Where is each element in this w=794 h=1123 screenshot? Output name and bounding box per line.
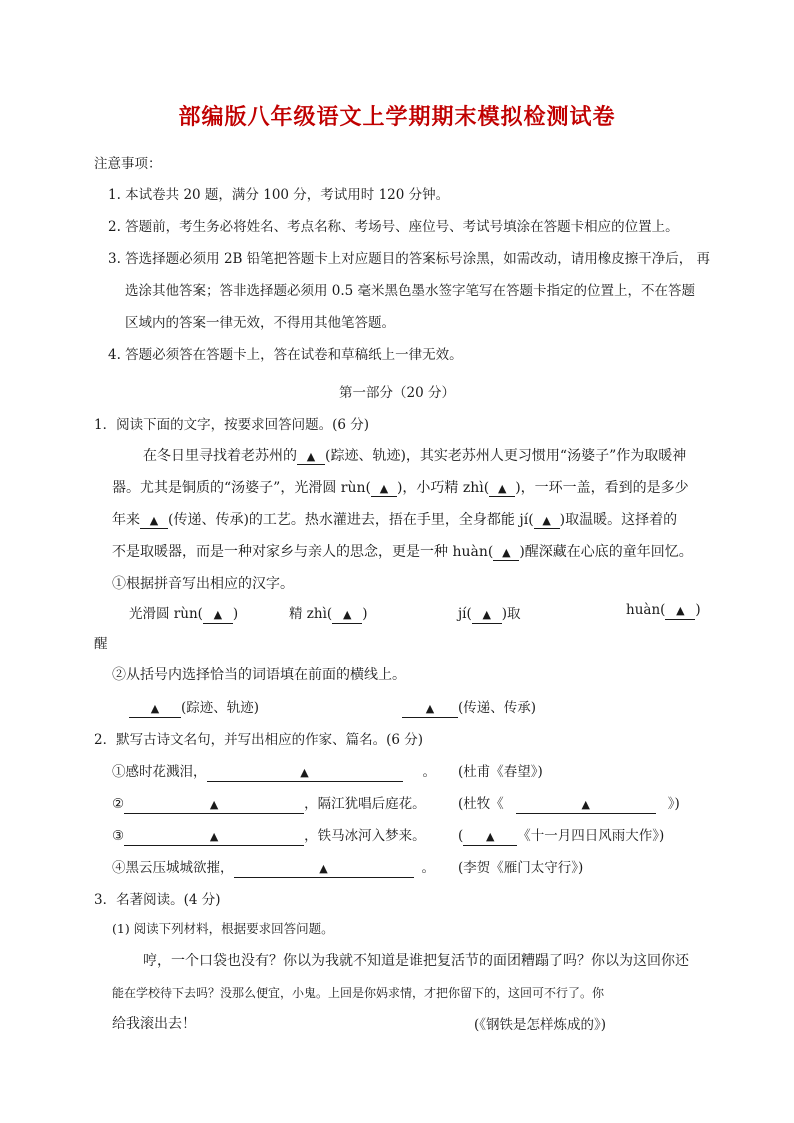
q1-answer-blank-3[interactable]: ▲ bbox=[472, 607, 502, 624]
q1-blank-4[interactable]: ▲ bbox=[140, 512, 168, 529]
q2-line-2: ② ▲ ，隔江犹唱后庭花。 bbox=[112, 796, 426, 812]
page-title: 部编版八年级语文上学期期末模拟检测试卷 bbox=[178, 104, 616, 130]
q1-passage-line-4: 不是取暖器，而是一种对家乡与亲人的思念，更是一种 huàn( ▲ )醒深藏在心底的童年回忆。 bbox=[112, 544, 693, 560]
q2-source-blank-2[interactable]: ▲ bbox=[516, 797, 656, 814]
q2-line-4: ④黑云压城城欲摧， ▲ 。 bbox=[112, 860, 435, 876]
q1-passage-line-3: 年来 ▲ (传递、传承)的工艺。热水灌进去，捂在手里，全身都能 jí( ▲ )取温暖。这择着的 bbox=[112, 512, 678, 528]
q1-blank-5[interactable]: ▲ bbox=[534, 512, 560, 529]
q2-blank-3[interactable]: ▲ bbox=[124, 829, 304, 846]
part-heading: 第一部分（20 分） bbox=[339, 385, 455, 401]
q3-material-line-2: 能在学校待下去吗？没那么便宜，小鬼。上回是你妈求情，才把你留下的，这回可不行了。你 bbox=[112, 986, 605, 1000]
q1-answer-blank-1[interactable]: ▲ bbox=[203, 607, 233, 624]
q1-choice-answer-2: ▲ (传递、传承) bbox=[402, 696, 536, 718]
q2-line-1: ①感时花溅泪， ▲ 。 bbox=[112, 764, 436, 780]
q1-blank-2[interactable]: ▲ bbox=[371, 480, 397, 497]
notice-item-2: 2. 答题前，考生务必将姓名、考点名称、考场号、座位号、考试号填涂在答题卡相应的位置上。 bbox=[108, 219, 679, 235]
q3-heading: 3．名著阅读。(4 分) bbox=[94, 892, 221, 908]
q1-choice-blank-1[interactable]: ▲ bbox=[129, 701, 181, 718]
q3-material-line-1: 哼，一个口袋也没有？你以为我就不知道是谁把复活节的面团糟蹋了吗？你以为这回你还 bbox=[143, 953, 689, 969]
notice-item-1: 1. 本试卷共 20 题，满分 100 分，考试用时 120 分钟。 bbox=[108, 187, 450, 203]
notice-item-3: 3. 答选择题必须用 2B 铅笔把答题卡上对应题目的答案标号涂黑，如需改动，请用橡皮擦干净后， 再 bbox=[108, 251, 711, 267]
q1-blank-1[interactable]: ▲ bbox=[297, 448, 325, 465]
q1-pinyin-answer-4-tail: 醒 bbox=[94, 636, 108, 652]
q1-sub-1: ①根据拼音写出相应的汉字。 bbox=[112, 576, 294, 592]
q2-source-blank-3[interactable]: ▲ bbox=[463, 829, 517, 846]
q1-pinyin-answer-1: 光滑圆 rùn( ▲ ) bbox=[129, 606, 239, 622]
q1-pinyin-answer-3: jí( ▲ )取 bbox=[458, 606, 521, 622]
q2-blank-1[interactable]: ▲ bbox=[207, 765, 403, 782]
q1-heading: 1．阅读下面的文字，按要求回答问题。(6 分) bbox=[94, 417, 370, 433]
q1-pinyin-answer-2: 精 zhì( ▲ ) bbox=[289, 606, 368, 622]
q2-source-2: (杜牧《 ▲ 》) bbox=[458, 796, 680, 812]
q1-sub-2: ②从括号内选择恰当的词语填在前面的横线上。 bbox=[112, 667, 406, 683]
q1-choice-blank-2[interactable]: ▲ bbox=[402, 701, 458, 718]
q3-material-line-3: 给我滚出去！ bbox=[112, 1016, 196, 1032]
q3-material-source: (《钢铁是怎样炼成的》) bbox=[474, 1017, 607, 1033]
q1-passage-line-2: 器。尤其是铜质的“汤婆子”，光滑圆 rùn( ▲ )，小巧精 zhì( ▲ )，一环一盖，看到的是多少 bbox=[112, 480, 689, 496]
q1-pinyin-answer-4: huàn( ▲ ) bbox=[626, 602, 701, 618]
q3-sub-1: (1) 阅读下列材料，根据要求回答问题。 bbox=[112, 921, 334, 936]
q1-answer-blank-2[interactable]: ▲ bbox=[332, 607, 362, 624]
q2-source-1: (杜甫《春望》) bbox=[458, 764, 543, 780]
q2-source-3: ( ▲ 《十一月四日风雨大作》) bbox=[458, 828, 665, 844]
q2-source-4: (李贺《雁门太守行》) bbox=[458, 860, 584, 876]
notice-heading: 注意事项： bbox=[94, 156, 162, 172]
q2-heading: 2．默写古诗文名句，并写出相应的作家、篇名。(6 分) bbox=[94, 732, 424, 748]
q1-blank-6[interactable]: ▲ bbox=[493, 544, 519, 561]
q2-blank-2[interactable]: ▲ bbox=[124, 797, 304, 814]
q1-answer-blank-4[interactable]: ▲ bbox=[665, 603, 695, 620]
q1-choice-answer-1: ▲ (踪迹、轨迹) bbox=[129, 696, 259, 718]
notice-item-3-cont-2: 区域内的答案一律无效，不得用其他笔答题。 bbox=[125, 315, 395, 331]
q2-line-3: ③ ▲ ，铁马冰河入梦来。 bbox=[112, 828, 426, 844]
q2-blank-4[interactable]: ▲ bbox=[234, 861, 414, 878]
notice-item-4: 4. 答题必须答在答题卡上，答在试卷和草稿纸上一律无效。 bbox=[108, 347, 463, 363]
q1-passage-line-1: 在冬日里寻找着老苏州的 ▲ (踪迹、轨迹)，其实老苏州人更习惯用“汤婆子”作为取暖神 bbox=[143, 448, 687, 464]
q1-blank-3[interactable]: ▲ bbox=[489, 480, 515, 497]
notice-item-3-cont-1: 选涂其他答案；答非选择题必须用 0.5 毫米黑色墨水签字笔写在答题卡指定的位置上，不在答题 bbox=[125, 283, 696, 299]
